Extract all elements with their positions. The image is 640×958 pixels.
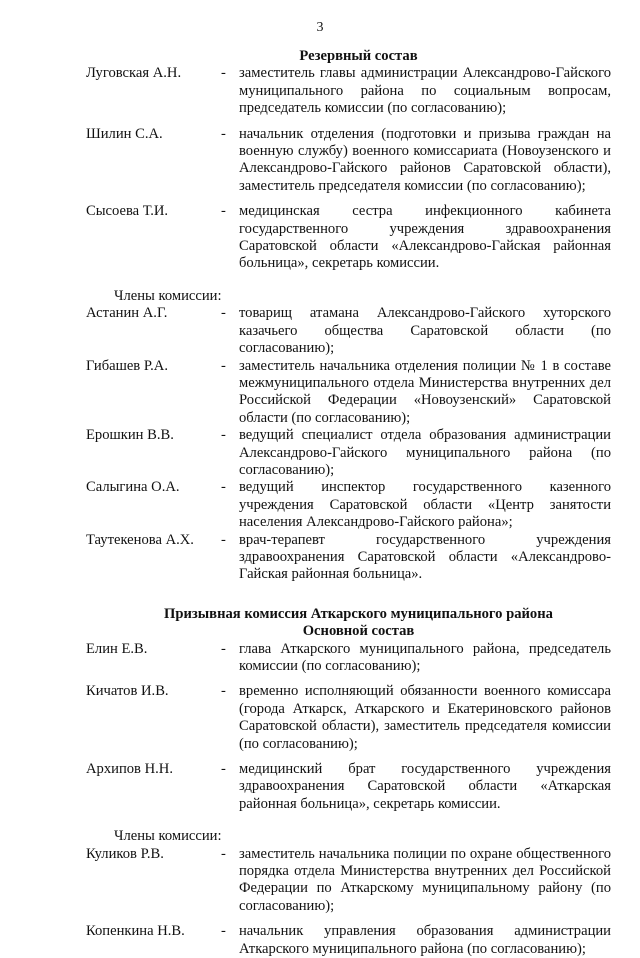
dash: - [221,479,226,496]
atkarsk-title: Призывная комиссия Аткарского муниципального района [164,605,553,622]
member-name: Астанин А.Г. [86,305,168,322]
atkarsk-subtitle: Основной состав [302,623,415,640]
member-row [86,65,611,117]
member-row [86,761,611,813]
member-position: медицинский брат государственного учреждения здравоохранения Саратовской области «Аткарская районная больница», секретарь комиссии. [239,761,611,812]
reserve-main-list [86,65,611,272]
member-row [86,923,611,958]
member-row [86,427,611,479]
member-row [86,358,611,428]
member-name: Куликов Р.В. [86,845,164,862]
member-name: Елин Е.В. [86,640,148,657]
member-position: медицинская сестра инфекционного кабинета государственного учреждения здравоохранения Саратовской области «Александрово-Гайская районная больница», секретарь комиссии. [239,203,611,272]
member-position: ведущий специалист отдела образования администрации Александрово-Гайского муниципального района (по согласованию); [239,427,611,478]
member-row [86,641,611,676]
dash: - [221,683,226,700]
member-name: Луговская А.Н. [86,65,182,82]
dash: - [221,923,226,940]
member-name: Архипов Н.Н. [86,761,173,778]
member-name: Ерошкин В.В. [86,427,174,444]
dash: - [221,427,226,444]
member-position: временно исполняющий обязанности военного комиссара (города Аткарск, Аткарского и Екатериновского районов Саратовской области), заместитель председателя комиссии (по согласованию); [239,683,611,752]
dash: - [221,357,226,374]
member-row [86,305,611,357]
dash: - [221,531,226,548]
member-name: Таутекенова А.Х. [86,531,194,548]
document-body [86,48,611,958]
member-position: заместитель главы администрации Александрово-Гайского муниципального района по социальным вопросам, председатель комиссии (по согласованию); [239,65,611,117]
member-name: Сысоева Т.И. [86,203,169,220]
dash: - [221,125,226,142]
dash: - [221,203,226,220]
member-position: врач-терапевт государственного учреждения здравоохранения Саратовской области «Александрово-Гайская районная больница». [239,531,611,583]
member-name: Гибашев Р.А. [86,357,168,374]
atkarsk-members-list [86,846,611,958]
member-row [86,126,611,196]
reserve-title: Резервный состав [299,48,418,64]
reserve-members-label: Члены комиссии: [114,287,222,304]
member-position: заместитель начальника полиции по охране общественного порядка отдела Министерства внутренних дел Российской Федерации по Аткарскому муниципальному району (по согласованию); [239,845,611,914]
member-row [86,532,611,584]
member-name: Шилин С.А. [86,125,163,142]
member-position: товарищ атамана Александрово-Гайского хуторского казачьего общества Саратовской области (по согласованию); [239,305,611,357]
dash: - [221,305,226,322]
atkarsk-main-list [86,641,611,814]
member-position: начальник управления образования администрации Аткарского муниципального района (по согласованию); [239,923,611,957]
member-name: Копенкина Н.В. [86,923,185,940]
atkarsk-members-label: Члены комиссии: [114,828,222,845]
member-row [86,203,611,273]
member-name: Салыгина О.А. [86,479,180,496]
member-name: Кичатов И.В. [86,683,169,700]
member-position: ведущий инспектор государственного казенного учреждения Саратовской области «Центр занятости населения Александрово-Гайского района»; [239,479,611,531]
member-row [86,683,611,753]
dash: - [221,65,226,82]
dash: - [221,761,226,778]
page-number: 3 [316,20,324,35]
member-position: заместитель начальника отделения полиции № 1 в составе межмуниципального отдела Министерства внутренних дел Российской Федерации «Новоузенский» Саратовской области (по согласованию); [239,357,611,426]
member-position: начальник отделения (подготовки и призыва граждан на военную службу) военного комиссариата (Новоузенского и Александрово-Гайского районов Саратовской области), заместитель председателя комиссии (по согласованию); [239,125,611,194]
member-row [86,479,611,531]
dash: - [221,640,226,657]
reserve-members-list [86,305,611,584]
member-position: глава Аткарского муниципального района, председатель комиссии (по согласованию); [239,640,611,674]
dash: - [221,845,226,862]
